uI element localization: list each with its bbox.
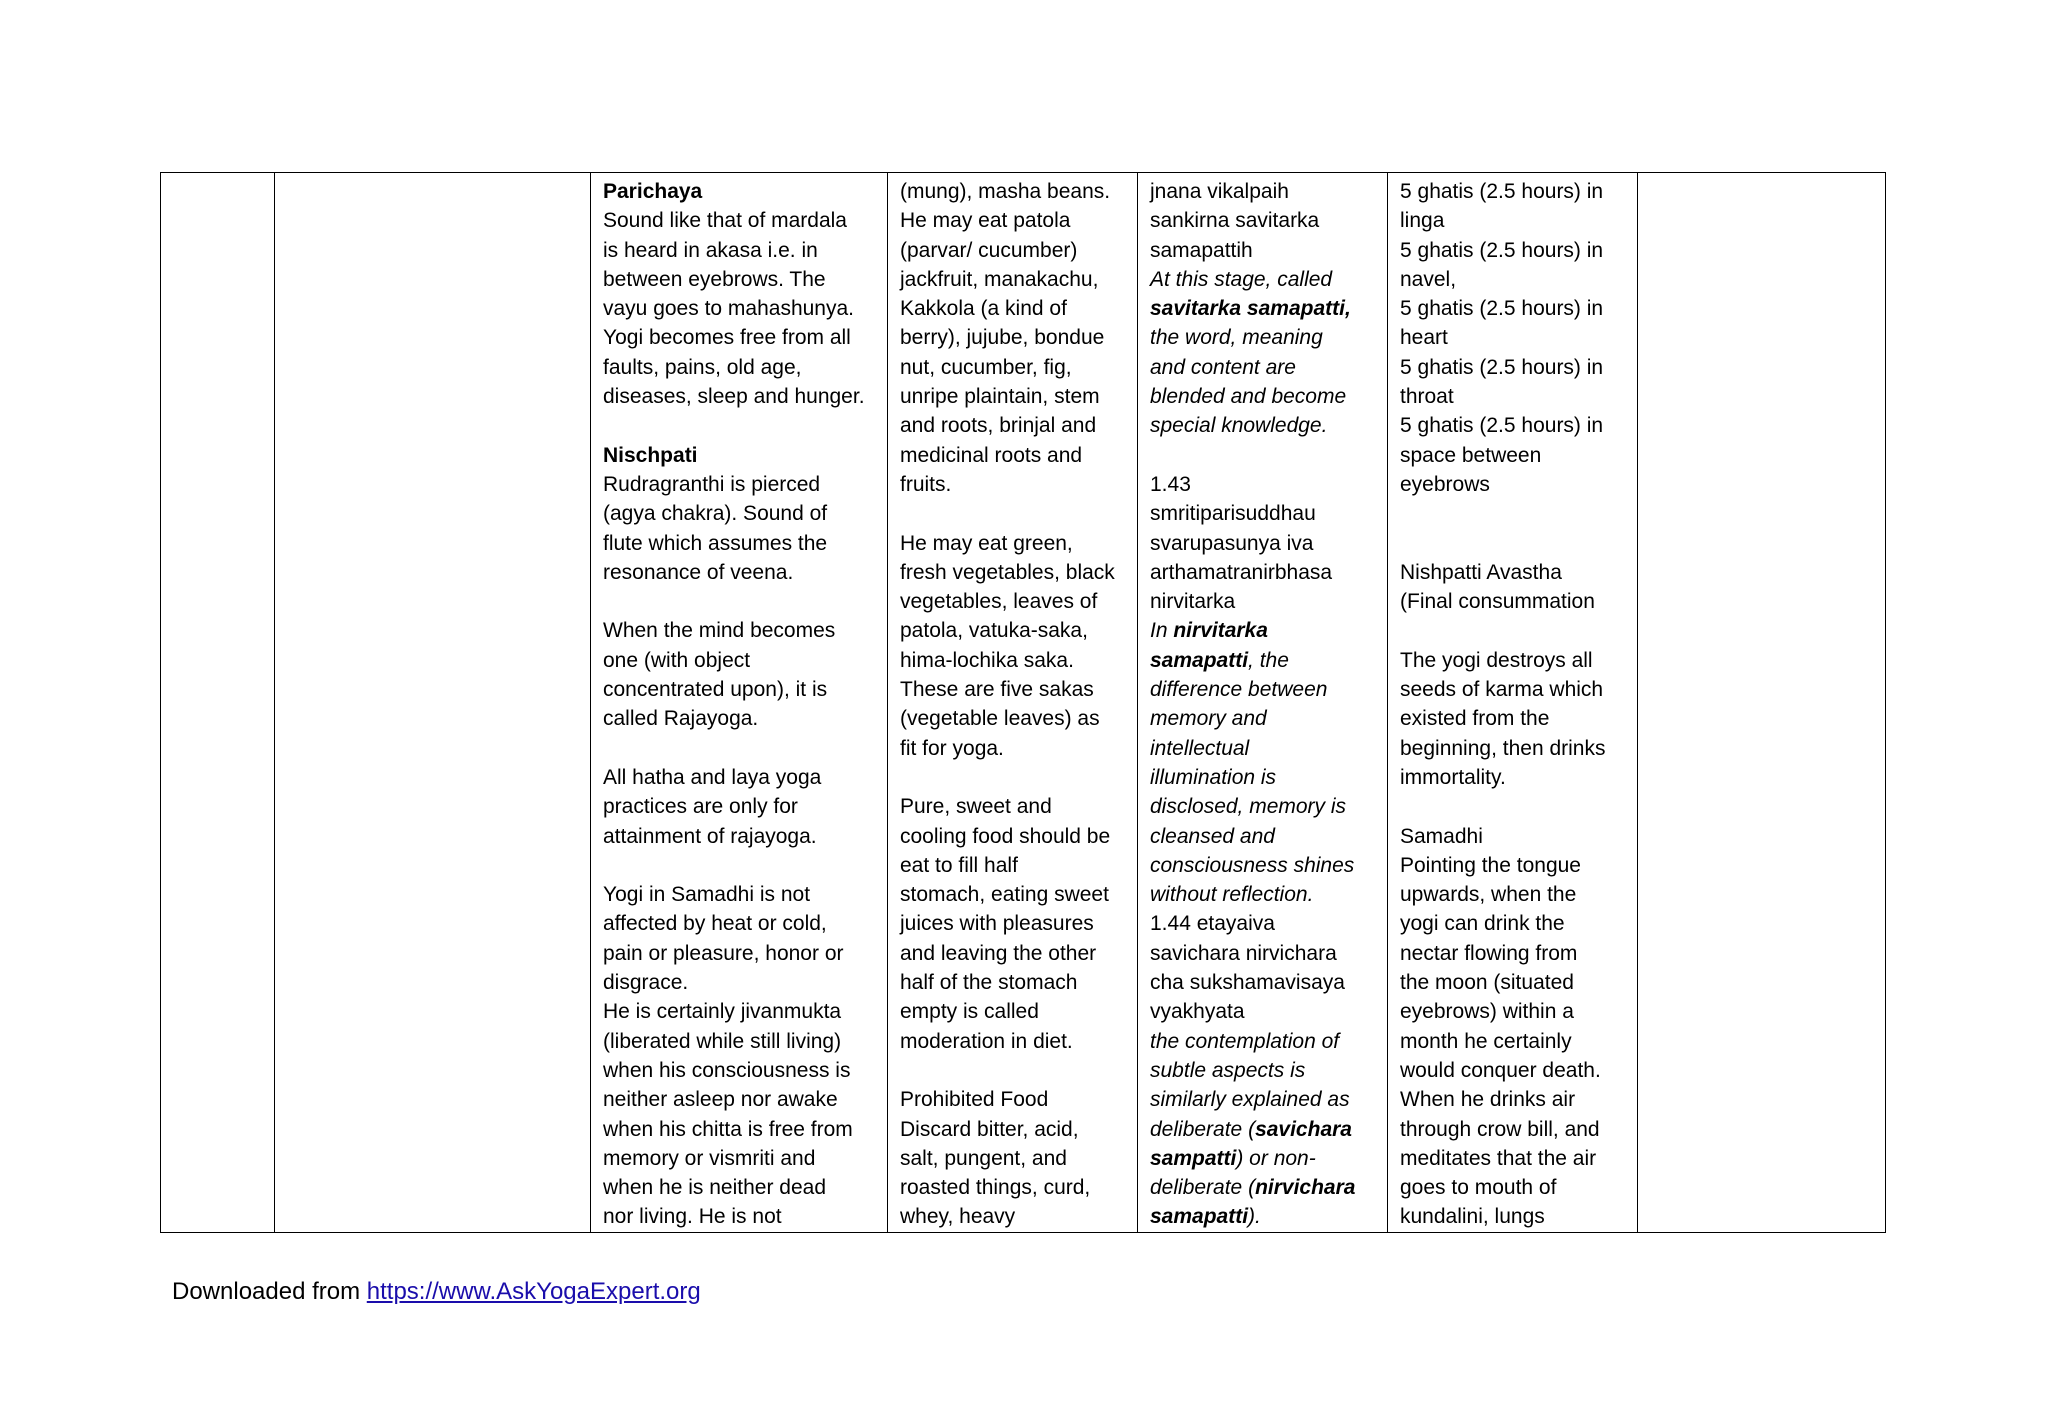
- cell-line: [603, 734, 875, 763]
- cell-line: the word, meaning: [1150, 326, 1323, 350]
- cell-line: illumination is: [1150, 765, 1277, 789]
- cell-line: eyebrows: [1400, 472, 1490, 496]
- cell-line: practices are only for: [603, 795, 798, 819]
- cell-line: roasted things, curd,: [900, 1176, 1091, 1200]
- cell-line: is heard in akasa i.e. in: [603, 238, 818, 262]
- cell-line: jnana vikalpaih: [1150, 180, 1289, 203]
- table-cell-col1: [161, 173, 275, 1233]
- cell-line: cleansed and: [1150, 824, 1275, 848]
- cell-line: existed from the: [1400, 707, 1550, 731]
- cell-line: jackfruit, manakachu,: [900, 267, 1099, 291]
- cell-line: [1400, 499, 1625, 528]
- cell-line: whey, heavy: [900, 1205, 1016, 1229]
- cell-line: svarupasunya iva: [1150, 531, 1314, 555]
- cell-line: nirvitarka: [1150, 590, 1236, 614]
- cell-line: (vegetable leaves) as: [900, 707, 1100, 731]
- cell-line: When the mind becomes: [603, 619, 836, 643]
- cell-line: 5 ghatis (2.5 hours) in: [1400, 297, 1604, 321]
- cell-line: patola, vatuka-saka,: [900, 619, 1088, 643]
- cell-line: and roots, brinjal and: [900, 414, 1097, 438]
- cell-line: Yogi in Samadhi is not: [603, 883, 811, 907]
- cell-line: Rudragranthi is pierced: [603, 472, 821, 496]
- cell-line: affected by heat or cold,: [603, 912, 827, 936]
- cell-line: eyebrows) within a: [1400, 1000, 1574, 1024]
- cell-line: All hatha and laya yoga: [603, 765, 822, 789]
- cell-line: 1.43: [1150, 472, 1191, 496]
- cell-line: stomach, eating sweet: [900, 883, 1109, 907]
- cell-line: Samadhi: [1400, 824, 1483, 848]
- cell-line: vayu goes to mahashunya.: [603, 297, 854, 321]
- cell-line: Sound like that of mardala: [603, 209, 847, 233]
- cell-line: and content are: [1150, 355, 1296, 379]
- content-table: [160, 172, 1886, 1233]
- cell-line: Pure, sweet and: [900, 795, 1052, 819]
- table-cell-practice: [1388, 173, 1638, 1233]
- cell-line: kundalini, lungs: [1400, 1205, 1545, 1229]
- footer-prefix: Downloaded from: [172, 1278, 367, 1305]
- cell-line: seeds of karma which: [1400, 678, 1604, 702]
- cell-line: fresh vegetables, black: [900, 560, 1115, 584]
- cell-line: He may eat green,: [900, 531, 1073, 555]
- cell-line: 5 ghatis (2.5 hours) in: [1400, 414, 1604, 438]
- cell-line: (agya chakra). Sound of: [603, 502, 828, 526]
- cell-line: navel,: [1400, 267, 1457, 291]
- cell-line: vegetables, leaves of: [900, 590, 1098, 614]
- cell-line: the moon (situated: [1400, 971, 1574, 995]
- cell-line: fit for yoga.: [900, 736, 1004, 760]
- cell-line: attainment of rajayoga.: [603, 824, 817, 848]
- cell-line: one (with object: [603, 648, 751, 672]
- cell-line: vyakhyata: [1150, 1000, 1245, 1024]
- cell-line: samapatti, the: [1150, 648, 1289, 672]
- cell-line: 5 ghatis (2.5 hours) in: [1400, 238, 1604, 262]
- cell-line: [603, 851, 875, 880]
- cell-line: 5 ghatis (2.5 hours) in: [1400, 180, 1604, 203]
- cell-line: Prohibited Food: [900, 1088, 1049, 1112]
- cell-line: linga: [1400, 209, 1445, 233]
- cell-line: These are five sakas: [900, 678, 1094, 702]
- cell-line: memory and: [1150, 707, 1267, 731]
- cell-line: intellectual: [1150, 736, 1250, 760]
- cell-line: immortality.: [1400, 765, 1506, 789]
- cell-line: memory or vismriti and: [603, 1146, 816, 1170]
- cell-line: when his consciousness is: [603, 1058, 851, 1082]
- cell-line: space between: [1400, 443, 1542, 467]
- cell-line: 5 ghatis (2.5 hours) in: [1400, 355, 1604, 379]
- cell-line: Nishpatti Avastha: [1400, 560, 1562, 584]
- cell-line: medicinal roots and: [900, 443, 1083, 467]
- cell-line: savitarka samapatti,: [1150, 297, 1351, 321]
- cell-line: flute which assumes the: [603, 531, 828, 555]
- cell-line: the contemplation of: [1150, 1029, 1340, 1053]
- cell-line: sankirna savitarka: [1150, 209, 1320, 233]
- cell-line: Nischpati: [603, 443, 698, 467]
- table-cell-sutras: [1138, 173, 1388, 1233]
- cell-line: empty is called: [900, 1000, 1039, 1024]
- cell-line: deliberate (savichara: [1150, 1117, 1352, 1141]
- cell-line: [603, 587, 875, 616]
- cell-line: goes to mouth of: [1400, 1176, 1557, 1200]
- cell-line: fruits.: [900, 472, 952, 496]
- cell-line: pain or pleasure, honor or: [603, 941, 844, 965]
- table-row: [161, 173, 1886, 1233]
- cell-line: [900, 499, 1125, 528]
- cell-line: diseases, sleep and hunger.: [603, 385, 865, 409]
- cell-line: upwards, when the: [1400, 883, 1577, 907]
- cell-line: Discard bitter, acid,: [900, 1117, 1079, 1141]
- table-cell-diet: [888, 173, 1138, 1233]
- cell-line: [1150, 441, 1375, 470]
- cell-line: He may eat patola: [900, 209, 1071, 233]
- table-cell-col2: [275, 173, 591, 1233]
- cell-line: without reflection.: [1150, 883, 1314, 907]
- cell-line: when he is neither dead: [603, 1176, 826, 1200]
- cell-line: cooling food should be: [900, 824, 1111, 848]
- footer: [172, 1277, 701, 1307]
- cell-line: disclosed, memory is: [1150, 795, 1347, 819]
- cell-line: [900, 1056, 1125, 1085]
- cell-line: similarly explained as: [1150, 1088, 1350, 1112]
- cell-line: nectar flowing from: [1400, 941, 1578, 965]
- cell-line: Yogi becomes free from all: [603, 326, 851, 350]
- cell-line: neither asleep nor awake: [603, 1088, 838, 1112]
- cell-line: arthamatranirbhasa: [1150, 560, 1333, 584]
- cell-line: When he drinks air: [1400, 1088, 1576, 1112]
- cell-line: subtle aspects is: [1150, 1058, 1306, 1082]
- cell-line: heart: [1400, 326, 1448, 350]
- cell-line: blended and become: [1150, 385, 1347, 409]
- cell-line: difference between: [1150, 678, 1328, 702]
- cell-line: [1400, 616, 1625, 645]
- cell-line: In nirvitarka: [1150, 619, 1268, 643]
- cell-line: [603, 411, 875, 440]
- footer-link[interactable]: https://www.AskYogaExpert.org: [366, 1278, 701, 1305]
- cell-line: yogi can drink the: [1400, 912, 1565, 936]
- cell-line: between eyebrows. The: [603, 267, 826, 291]
- cell-line: cha sukshamavisaya: [1150, 971, 1345, 995]
- cell-line: Parichaya: [603, 180, 703, 203]
- cell-line: and leaving the other: [900, 941, 1097, 965]
- cell-line: berry), jujube, bondue: [900, 326, 1105, 350]
- table-cell-col7: [1638, 173, 1886, 1233]
- cell-line: salt, pungent, and: [900, 1146, 1067, 1170]
- cell-line: savichara nirvichara: [1150, 941, 1337, 965]
- cell-line: would conquer death.: [1400, 1058, 1601, 1082]
- table-cell-stages: [591, 173, 888, 1233]
- cell-line: throat: [1400, 385, 1454, 409]
- cell-line: Kakkola (a kind of: [900, 297, 1067, 321]
- cell-line: samapatti).: [1150, 1205, 1261, 1229]
- cell-line: when his chitta is free from: [603, 1117, 853, 1141]
- cell-line: through crow bill, and: [1400, 1117, 1600, 1141]
- cell-line: sampatti) or non-: [1150, 1146, 1316, 1170]
- cell-line: called Rajayoga.: [603, 707, 759, 731]
- cell-line: 1.44 etayaiva: [1150, 912, 1275, 936]
- cell-line: half of the stomach: [900, 971, 1078, 995]
- cell-line: consciousness shines: [1150, 853, 1355, 877]
- cell-line: hima-lochika saka.: [900, 648, 1074, 672]
- cell-line: [900, 763, 1125, 792]
- cell-line: deliberate (nirvichara: [1150, 1176, 1356, 1200]
- cell-line: [1400, 529, 1625, 558]
- cell-line: nor living. He is not: [603, 1205, 782, 1229]
- cell-line: samapattih: [1150, 238, 1253, 262]
- cell-line: (Final consummation: [1400, 590, 1595, 614]
- cell-line: resonance of veena.: [603, 560, 794, 584]
- cell-line: (parvar/ cucumber): [900, 238, 1078, 262]
- cell-line: smritiparisuddhau: [1150, 502, 1316, 526]
- cell-line: He is certainly jivanmukta: [603, 1000, 842, 1024]
- cell-line: concentrated upon), it is: [603, 678, 828, 702]
- cell-line: unripe plaintain, stem: [900, 385, 1100, 409]
- cell-line: [1400, 792, 1625, 821]
- cell-line: Pointing the tongue: [1400, 853, 1581, 877]
- cell-line: special knowledge.: [1150, 414, 1328, 438]
- cell-line: meditates that the air: [1400, 1146, 1597, 1170]
- cell-line: faults, pains, old age,: [603, 355, 802, 379]
- cell-line: juices with pleasures: [900, 912, 1094, 936]
- cell-line: disgrace.: [603, 971, 689, 995]
- cell-line: moderation in diet.: [900, 1029, 1073, 1053]
- cell-line: nut, cucumber, fig,: [900, 355, 1072, 379]
- cell-line: At this stage, called: [1150, 267, 1333, 291]
- cell-line: eat to fill half: [900, 853, 1018, 877]
- cell-line: (mung), masha beans.: [900, 180, 1111, 203]
- cell-line: beginning, then drinks: [1400, 736, 1606, 760]
- cell-line: month he certainly: [1400, 1029, 1572, 1053]
- cell-line: The yogi destroys all: [1400, 648, 1593, 672]
- cell-line: (liberated while still living): [603, 1029, 842, 1053]
